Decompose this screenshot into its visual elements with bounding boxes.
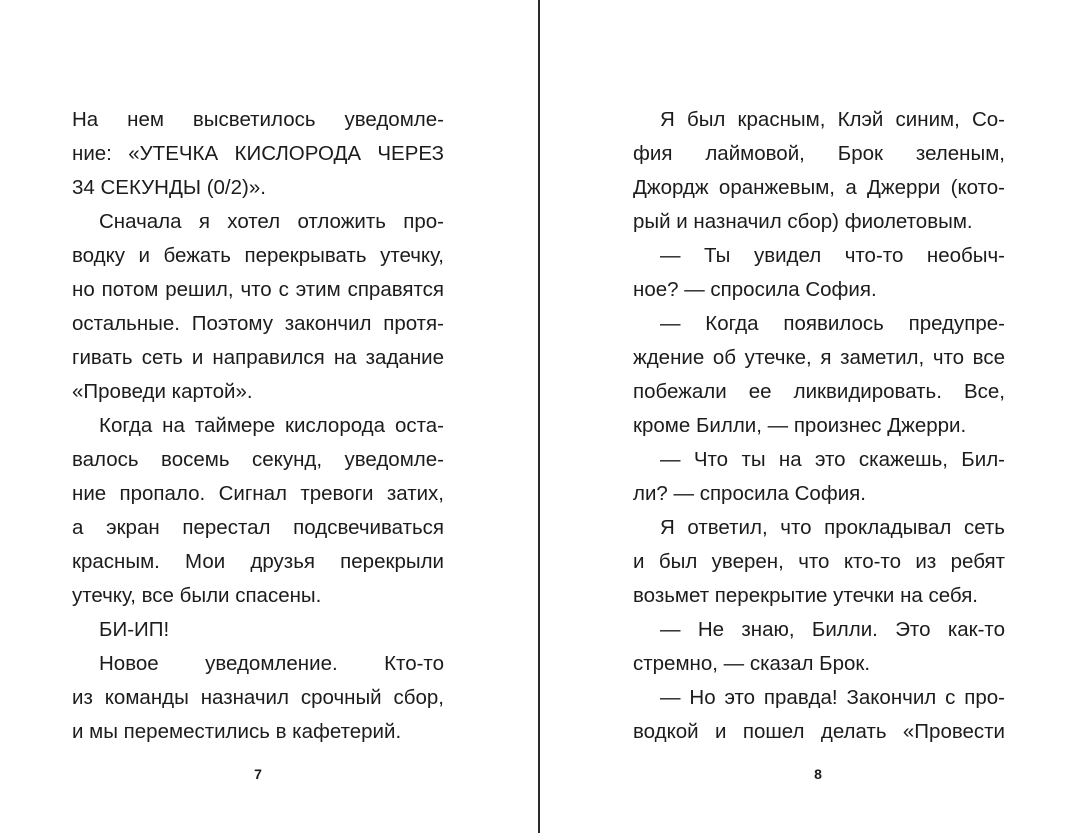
text-line: и был уверен, что кто-то из ребят — [633, 550, 1005, 573]
page-divider — [538, 0, 540, 833]
text-line: На нем высветилось уведомле- — [72, 108, 444, 131]
text-line: Джордж оранжевым, а Джерри (кото- — [633, 176, 1005, 199]
text-line: Сначала я хотел отложить про- — [99, 210, 444, 233]
text-line: гивать сеть и направился на задание — [72, 346, 444, 369]
text-line: из команды назначил срочный сбор, — [72, 686, 444, 709]
text-line: ние пропало. Сигнал тревоги затих, — [72, 482, 444, 505]
text-line: а экран перестал подсвечиваться — [72, 516, 444, 539]
text-line: Я был красным, Клэй синим, Со- — [660, 108, 1005, 131]
text-line: но потом решил, что с этим справятся — [72, 278, 444, 301]
text-line: ние: «УТЕЧКА КИСЛОРОДА ЧЕРЕЗ — [72, 142, 444, 165]
text-line: стремно, — сказал Брок. — [633, 652, 871, 675]
text-line: ждение об утечке, я заметил, что все — [633, 346, 1005, 369]
text-line: Я ответил, что прокладывал сеть — [660, 516, 1005, 539]
text-line: — Что ты на это скажешь, Бил- — [660, 448, 1005, 471]
text-line: водкой и пошел делать «Провести — [633, 720, 1005, 743]
text-line: — Но это правда! Закончил с про- — [660, 686, 1005, 709]
text-line: побежали ее ликвидировать. Все, — [633, 380, 1005, 403]
text-line: — Не знаю, Билли. Это как-то — [660, 618, 1005, 641]
text-line: рый и назначил сбор) фиолетовым. — [633, 210, 973, 233]
left-page-text — [72, 103, 444, 749]
text-line: и мы переместились в кафетерий. — [72, 720, 402, 743]
text-line: — Ты увидел что-то необыч- — [660, 244, 1005, 267]
text-line: красным. Мои друзья перекрыли — [72, 550, 444, 573]
text-line: утечку, все были спасены. — [72, 584, 322, 607]
text-line: БИ-ИП! — [99, 618, 170, 641]
text-line: — Когда появилось предупре- — [660, 312, 1005, 335]
text-line: ли? — спросила София. — [633, 482, 866, 505]
text-line: фия лаймовой, Брок зеленым, — [633, 142, 1005, 165]
text-line: «Проведи картой». — [72, 380, 253, 403]
text-line: валось восемь секунд, уведомле- — [72, 448, 444, 471]
text-line: кроме Билли, — произнес Джерри. — [633, 414, 967, 437]
text-line: Новое уведомление. Кто-то — [99, 652, 444, 675]
right-page-text — [633, 103, 1005, 749]
text-line: остальные. Поэтому закончил протя- — [72, 312, 444, 335]
text-line: ное? — спросила София. — [633, 278, 877, 301]
text-line: Когда на таймере кислорода оста- — [99, 414, 444, 437]
text-line: возьмет перекрытие утечки на себя. — [633, 584, 979, 607]
page-number-right: 8 — [814, 766, 822, 782]
page-number-left: 7 — [254, 766, 262, 782]
text-line: водку и бежать перекрывать утечку, — [72, 244, 444, 267]
text-line: 34 СЕКУНДЫ (0/2)». — [72, 176, 266, 199]
